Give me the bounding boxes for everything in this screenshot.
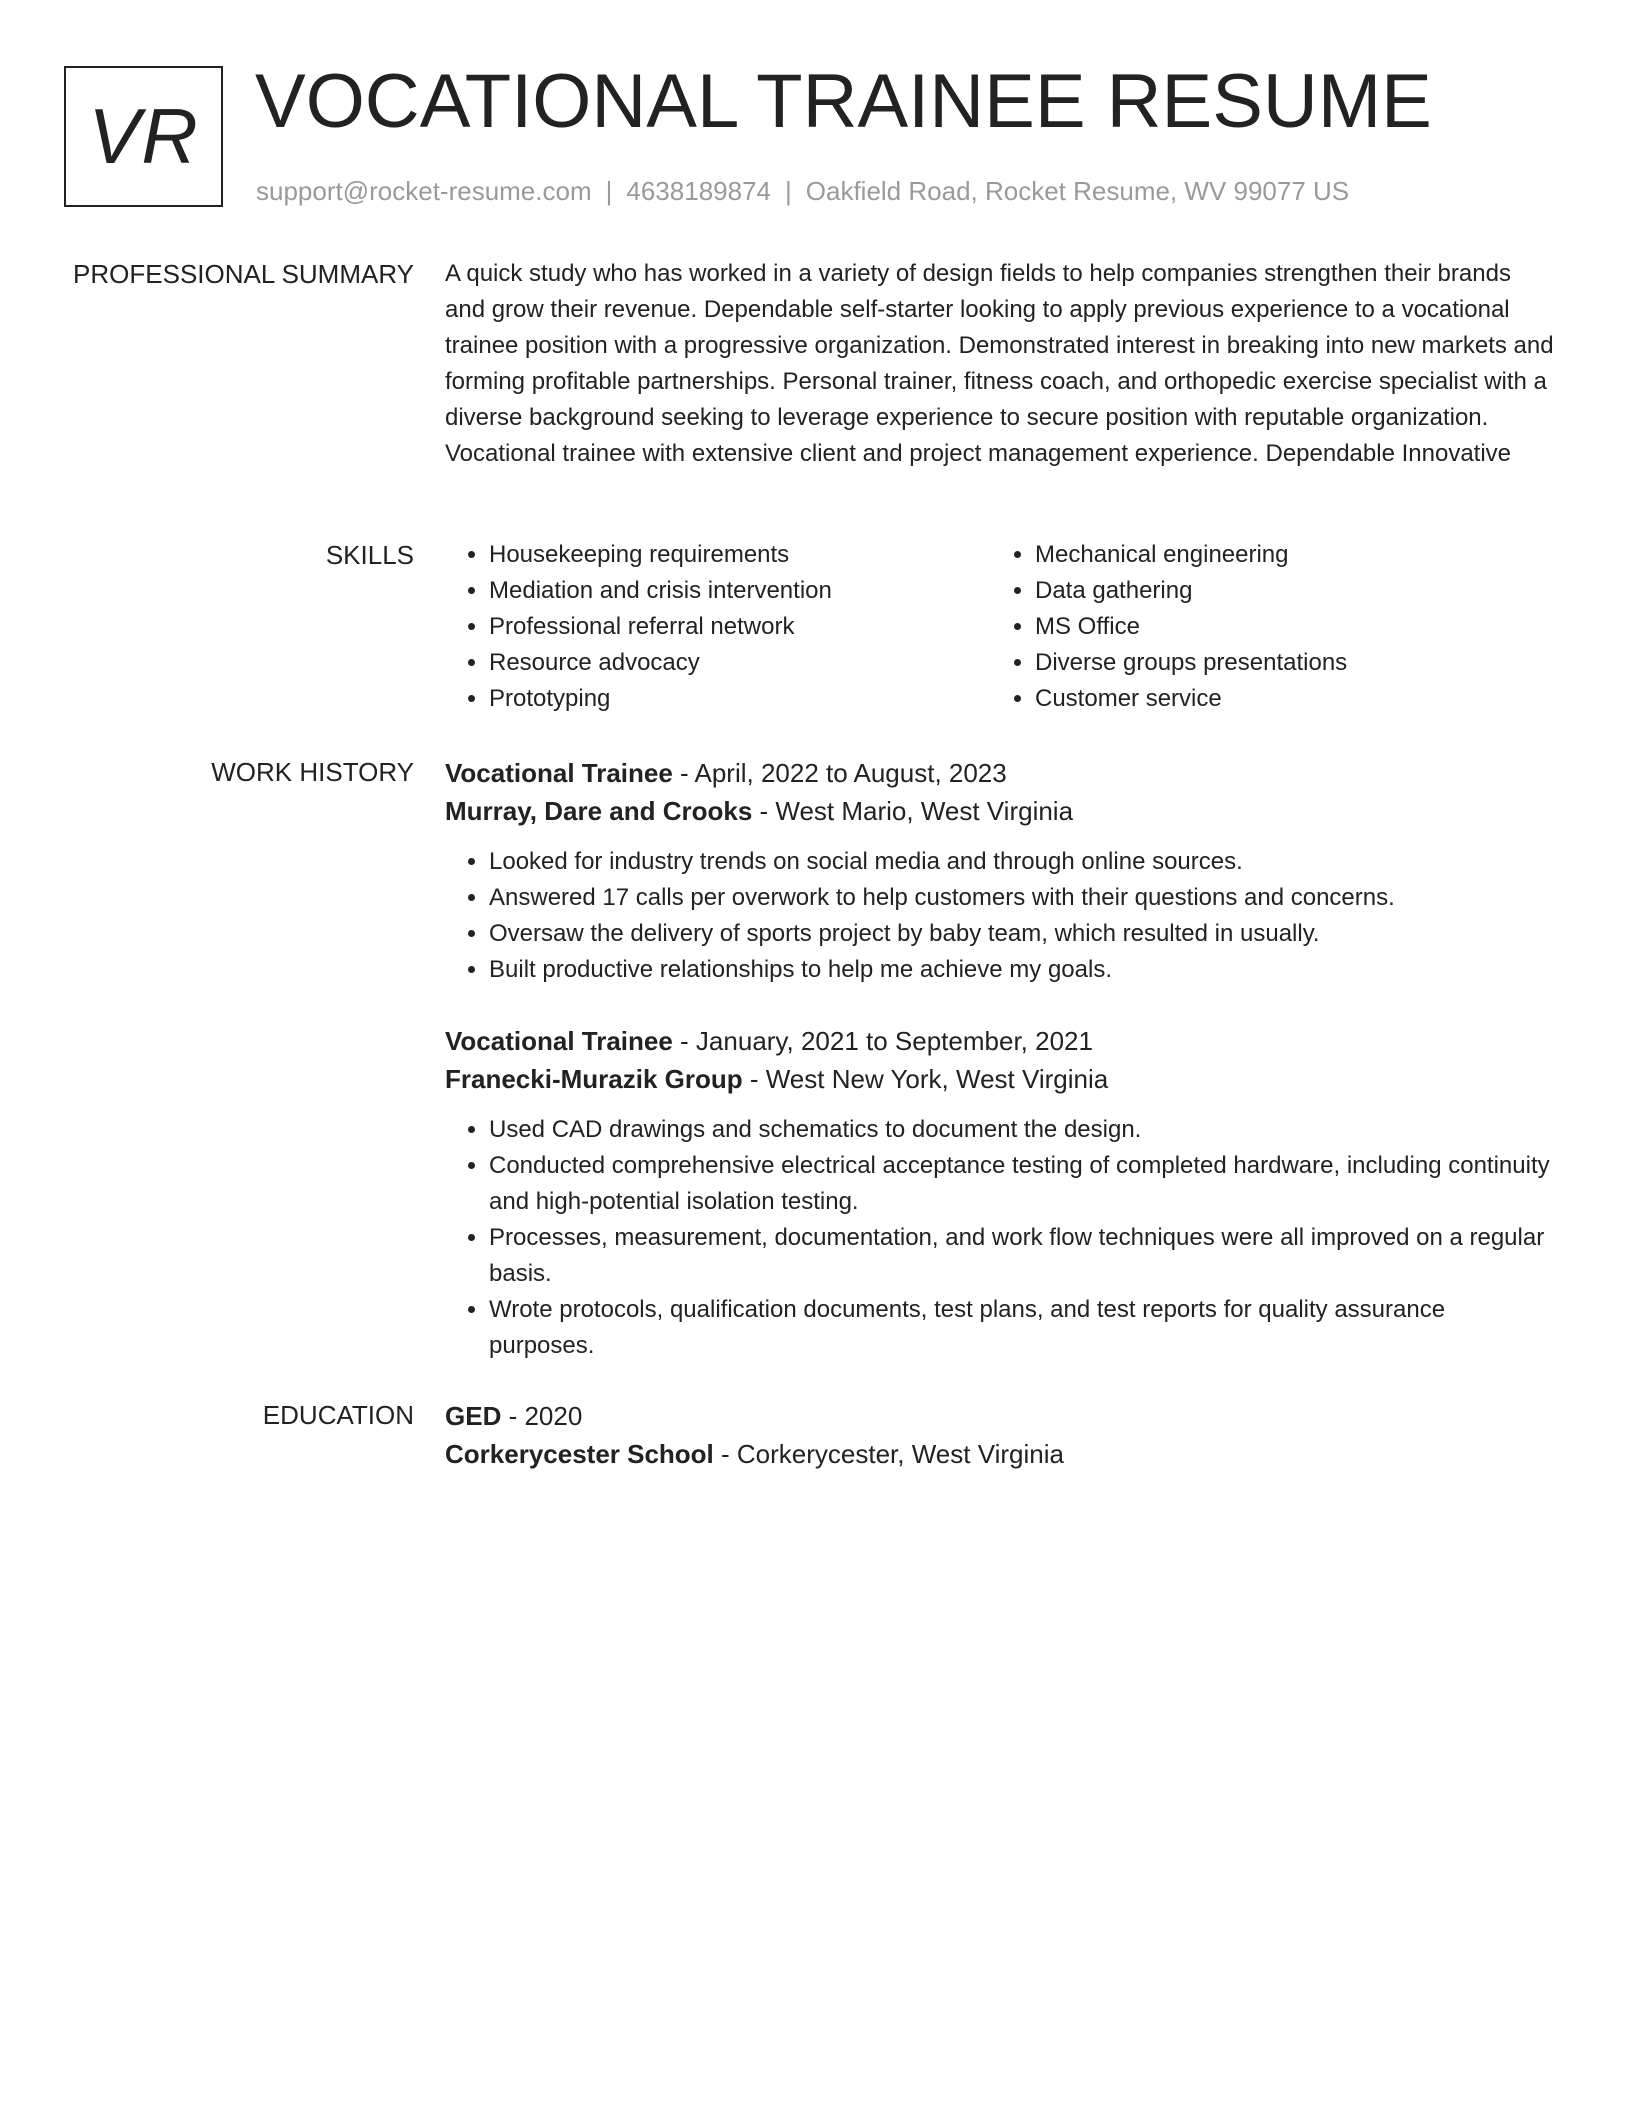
job-bullet: • Oversaw the delivery of sports project by baby team, which resulted in usually. [489, 916, 1555, 952]
summary-heading: PROFESSIONAL SUMMARY [73, 259, 414, 289]
job-bullet: • Wrote protocols, qualification documents, test plans, and test reports for quality assurance purposes. [489, 1292, 1555, 1364]
education-degree: GED [445, 1401, 502, 1431]
education-degree-line [445, 1397, 1555, 1435]
skills-list-right [991, 537, 1537, 717]
education-school: Corkerycester School [445, 1439, 714, 1469]
skill-item: • Prototyping [489, 681, 991, 717]
job-company-line [445, 792, 1555, 830]
job-bullet: • Looked for industry trends on social media and through online sources. [489, 844, 1555, 880]
skill-item: • Housekeeping requirements [489, 537, 991, 573]
contact-line [256, 174, 1349, 208]
skill-item: • Resource advocacy [489, 645, 991, 681]
summary-body [445, 256, 1555, 472]
job-dates: - January, 2021 to September, 2021 [672, 1026, 1093, 1056]
skill-item: • Mediation and crisis intervention [489, 573, 991, 609]
skills-list-left [445, 537, 991, 717]
skill-item: • MS Office [1035, 609, 1537, 645]
job-entry [445, 1022, 1555, 1364]
skills-heading: SKILLS [325, 540, 414, 570]
job-bullet: • Processes, measurement, documentation, and work flow techniques were all improved on a regular basis. [489, 1220, 1555, 1292]
work-history-heading: WORK HISTORY [211, 757, 414, 787]
skill-item: • Diverse groups presentations [1035, 645, 1537, 681]
job-bullet: • Answered 17 calls per overwork to help customers with their questions and concerns. [489, 880, 1555, 916]
job-bullet: • Used CAD drawings and schematics to document the design. [489, 1112, 1555, 1148]
summary-text: A quick study who has worked in a variety of design fields to help companies strengthen their brands and grow their revenue. Dependable self-starter looking to apply previous experience to a vocational trainee position with a progressive organization. Demonstrated interest in breaking into new markets and forming profitable partnerships. Personal trainer, fitness coach, and orthopedic exercise specialist with a diverse background seeking to leverage experience to secure position with reputable organization. Vocational trainee with extensive client and project management experience. Dependable Innovative [445, 260, 1554, 467]
job-bullet-list [445, 844, 1555, 988]
contact-separator: | [605, 176, 613, 206]
job-title-line [445, 754, 1555, 792]
skill-item: • Data gathering [1035, 573, 1537, 609]
job-company: Murray, Dare and Crooks [445, 796, 753, 826]
skill-item: • Mechanical engineering [1035, 537, 1537, 573]
education-year: - 2020 [501, 1401, 583, 1431]
job-bullet-list [445, 1112, 1555, 1364]
job-bullet: • Built productive relationships to help me achieve my goals. [489, 952, 1555, 988]
skill-item: • Professional referral network [489, 609, 991, 645]
skills-body [445, 537, 1555, 717]
education-heading: EDUCATION [262, 1400, 414, 1430]
education-location: - Corkerycester, West Virginia [713, 1439, 1064, 1469]
job-dates: - April, 2022 to August, 2023 [672, 758, 1007, 788]
job-bullet: • Conducted comprehensive electrical acceptance testing of completed hardware, including continuity and high-potential isolation testing. [489, 1148, 1555, 1220]
contact-address: Oakfield Road, Rocket Resume, WV 99077 US [805, 176, 1350, 206]
education-entry [445, 1397, 1555, 1473]
job-company: Franecki-Murazik Group [445, 1064, 743, 1094]
job-title: Vocational Trainee [445, 758, 673, 788]
monogram-logo: VR [64, 66, 223, 207]
resume-title: VOCATIONAL TRAINEE RESUME [255, 59, 1432, 144]
skill-item: • Customer service [1035, 681, 1537, 717]
job-location: - West Mario, West Virginia [752, 796, 1074, 826]
job-location: - West New York, West Virginia [742, 1064, 1109, 1094]
job-entry [445, 754, 1555, 988]
contact-separator: | [785, 176, 792, 206]
job-title-line [445, 1022, 1555, 1060]
job-company-line [445, 1060, 1555, 1098]
contact-phone[interactable]: 4638189874 [626, 176, 771, 206]
job-title: Vocational Trainee [445, 1026, 673, 1056]
contact-email[interactable]: support@rocket-resume.com [256, 176, 592, 206]
education-school-line [445, 1435, 1555, 1473]
